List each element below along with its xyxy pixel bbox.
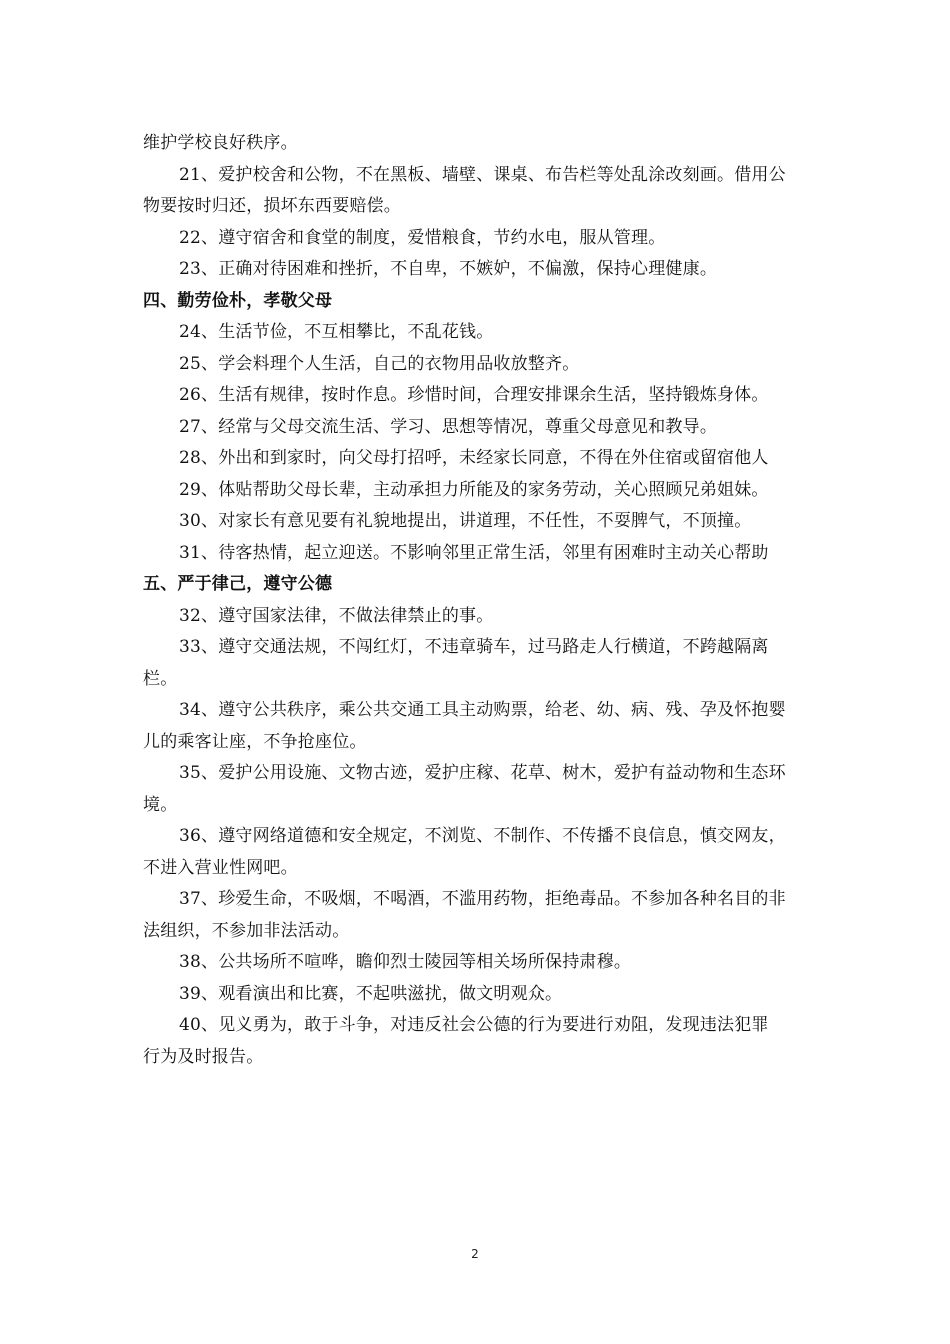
rule-item-line: 30、对家长有意见要有礼貌地提出，讲道理，不任性，不耍脾气，不顶撞。: [179, 511, 752, 531]
rule-item-line: 31、待客热情，起立迎送。不影响邻里正常生活，邻里有困难时主动关心帮助: [179, 542, 769, 563]
section-heading: 四、勤劳俭朴，孝敬父母: [143, 290, 333, 311]
rule-continuation-line: 境。: [143, 794, 178, 815]
rule-item-line: 35、爱护公用设施、文物古迹，爱护庄稼、花草、树木，爱护有益动物和生态环: [179, 763, 786, 783]
rule-item-line: 25、学会料理个人生活，自己的衣物用品收放整齐。: [179, 353, 580, 374]
rule-item-line: 27、经常与父母交流生活、学习、思想等情况，尊重父母意见和教导。: [179, 416, 718, 437]
rule-item-line: 24、生活节俭，不互相攀比，不乱花钱。: [179, 322, 494, 342]
rule-continuation-line: 儿的乘客让座，不争抢座位。: [143, 731, 367, 752]
page-number: 2: [471, 1247, 479, 1261]
rule-continuation-line: 法组织，不参加非法活动。: [143, 920, 350, 941]
section-heading: 五、严于律己，遵守公德: [143, 574, 333, 594]
rule-item-line: 26、生活有规律，按时作息。珍惜时间，合理安排课余生活，坚持锻炼身体。: [179, 385, 769, 405]
rule-item-line: 38、公共场所不喧哗，瞻仰烈士陵园等相关场所保持肃穆。: [179, 952, 632, 972]
rule-item-line: 29、体贴帮助父母长辈，主动承担力所能及的家务劳动，关心照顾兄弟姐妹。: [179, 479, 769, 500]
rule-item-line: 40、见义勇为，敢于斗争，对违反社会公德的行为要进行劝阻，发现违法犯罪: [179, 1015, 769, 1035]
rule-continuation-line: 维护学校良好秩序。: [143, 133, 298, 153]
rule-item-line: 34、遵守公共秩序，乘公共交通工具主动购票，给老、幼、病、残、孕及怀抱婴: [179, 700, 786, 720]
rule-continuation-line: 行为及时报告。: [143, 1046, 264, 1067]
rule-item-line: 39、观看演出和比赛，不起哄滋扰，做文明观众。: [179, 983, 563, 1004]
rule-continuation-line: 不进入营业性网吧。: [143, 857, 298, 878]
document-body: [143, 128, 813, 1073]
rule-item-line: 21、爱护校舍和公物，不在黑板、墙壁、课桌、布告栏等处乱涂改刻画。借用公: [179, 164, 786, 185]
rule-item-line: 32、遵守国家法律，不做法律禁止的事。: [179, 605, 494, 626]
rule-item-line: 36、遵守网络道德和安全规定，不浏览、不制作、不传播不良信息，慎交网友，: [179, 826, 786, 846]
rule-item-line: 33、遵守交通法规，不闯红灯，不违章骑车，过马路走人行横道，不跨越隔离: [179, 637, 769, 657]
rule-item-line: 23、正确对待困难和挫折，不自卑，不嫉妒，不偏激，保持心理健康。: [179, 259, 718, 279]
rule-item-line: 28、外出和到家时，向父母打招呼，未经家长同意，不得在外住宿或留宿他人: [179, 448, 769, 468]
rule-continuation-line: 物要按时归还，损坏东西要赔偿。: [143, 196, 401, 216]
rule-item-line: 22、遵守宿舍和食堂的制度，爱惜粮食，节约水电，服从管理。: [179, 227, 666, 248]
rule-continuation-line: 栏。: [143, 668, 178, 689]
rule-item-line: 37、珍爱生命，不吸烟，不喝酒，不滥用药物，拒绝毒品。不参加各种名目的非: [179, 889, 786, 909]
